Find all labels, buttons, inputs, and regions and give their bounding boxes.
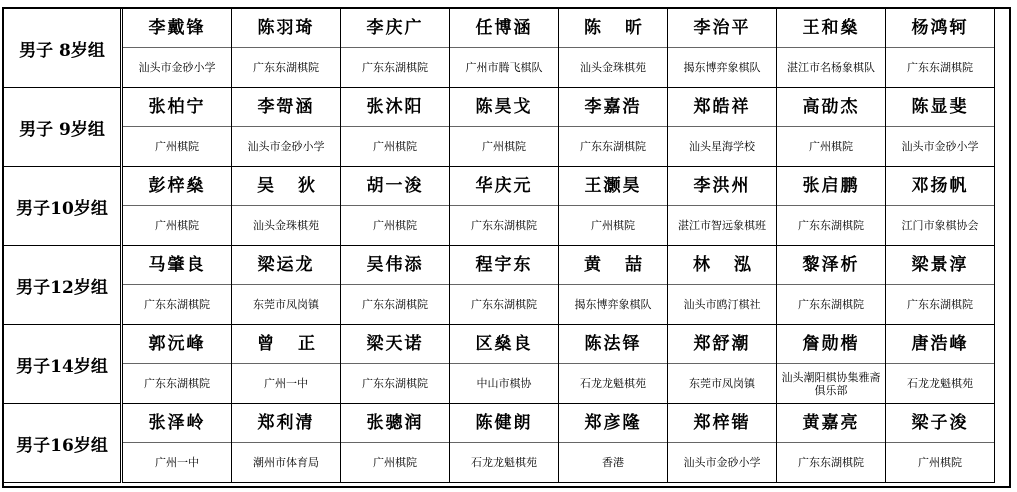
player-cell — [886, 167, 995, 246]
player-club: 汕头潮阳棋协集雅斋俱乐部 — [781, 370, 881, 397]
player-club: 揭东博弈象棋队 — [574, 298, 652, 311]
player-name: 程宇东 — [450, 246, 558, 285]
player-cell — [341, 9, 450, 88]
player-name: 陈健朗 — [450, 404, 558, 443]
player-club: 广东东湖棋院 — [798, 298, 864, 311]
player-cell — [232, 325, 341, 404]
player-club: 广东东湖棋院 — [362, 61, 428, 74]
player-name: 王和燊 — [777, 9, 885, 48]
player-name: 郭沅峰 — [123, 325, 231, 364]
player-cell — [122, 167, 232, 246]
player-club: 湛江市名杨象棋队 — [787, 61, 875, 74]
player-club: 揭东博弈象棋队 — [683, 61, 761, 74]
player-club: 广州棋院 — [155, 219, 199, 232]
player-name: 梁景淳 — [886, 246, 994, 285]
player-club: 江门市象棋协会 — [901, 219, 979, 232]
player-cell — [341, 167, 450, 246]
player-cell — [232, 246, 341, 325]
player-cell — [341, 246, 450, 325]
player-club: 广州市腾飞棋队 — [465, 61, 543, 74]
player-club: 广东东湖棋院 — [907, 298, 973, 311]
player-name: 张沐阳 — [341, 88, 449, 127]
player-cell — [886, 404, 995, 483]
player-name: 任博涵 — [450, 9, 558, 48]
player-club: 广东东湖棋院 — [471, 298, 537, 311]
player-club: 东莞市凤岗镇 — [253, 298, 319, 311]
player-club: 汕头市金砂小学 — [247, 140, 325, 153]
player-club: 广州棋院 — [918, 456, 962, 469]
player-cell — [450, 246, 559, 325]
player-club: 广州棋院 — [155, 140, 199, 153]
player-cell — [341, 404, 450, 483]
player-name: 李洪州 — [668, 167, 776, 206]
player-cell — [668, 404, 777, 483]
player-cell — [341, 325, 450, 404]
player-club: 香港 — [602, 456, 624, 469]
player-club: 汕头市金砂小学 — [901, 140, 979, 153]
player-cell — [886, 246, 995, 325]
player-cell — [777, 404, 886, 483]
player-cell — [450, 167, 559, 246]
player-name: 梁运龙 — [232, 246, 340, 285]
player-club: 东莞市凤岗镇 — [689, 377, 755, 390]
player-club: 湛江市智远象棋班 — [678, 219, 766, 232]
player-cell — [777, 246, 886, 325]
player-cell — [450, 9, 559, 88]
player-club: 广州棋院 — [591, 219, 635, 232]
player-cell — [777, 167, 886, 246]
player-name: 梁子浚 — [886, 404, 994, 443]
player-name: 李庆广 — [341, 9, 449, 48]
player-name: 高劭杰 — [777, 88, 885, 127]
player-club: 汕头市鸥汀棋社 — [683, 298, 761, 311]
player-name: 梁天诺 — [341, 325, 449, 364]
player-name: 黎泽析 — [777, 246, 885, 285]
player-name: 杨鸿轲 — [886, 9, 994, 48]
player-club: 广州棋院 — [373, 456, 417, 469]
player-club: 汕头市金砂小学 — [138, 61, 216, 74]
player-cell — [559, 167, 668, 246]
player-name: 张启鹏 — [777, 167, 885, 206]
age-group-label: 男子 9岁组 — [4, 88, 122, 167]
table-row — [4, 167, 995, 246]
player-club: 中山市棋协 — [476, 377, 532, 390]
player-name: 邓扬帆 — [886, 167, 994, 206]
player-name: 詹勋楷 — [777, 325, 885, 364]
player-club: 广东东湖棋院 — [907, 61, 973, 74]
player-club: 广州棋院 — [373, 140, 417, 153]
player-cell — [886, 325, 995, 404]
player-club: 汕头金珠棋苑 — [253, 219, 319, 232]
age-group-label: 男子10岁组 — [4, 167, 122, 246]
player-cell — [559, 88, 668, 167]
player-cell — [559, 9, 668, 88]
player-name: 郑利清 — [232, 404, 340, 443]
player-cell — [122, 246, 232, 325]
player-club: 广东东湖棋院 — [798, 456, 864, 469]
player-name: 吴伟添 — [341, 246, 449, 285]
player-club: 广州棋院 — [809, 140, 853, 153]
player-cell — [122, 88, 232, 167]
player-name: 张柏宁 — [123, 88, 231, 127]
player-name: 区燊良 — [450, 325, 558, 364]
player-cell — [668, 246, 777, 325]
player-club: 广东东湖棋院 — [144, 298, 210, 311]
player-cell — [777, 88, 886, 167]
player-cell — [668, 9, 777, 88]
player-name: 彭梓燊 — [123, 167, 231, 206]
player-name: 郑舒潮 — [668, 325, 776, 364]
player-club: 广东东湖棋院 — [362, 377, 428, 390]
player-cell — [122, 9, 232, 88]
player-name: 王灏昊 — [559, 167, 667, 206]
player-name: 李哿涵 — [232, 88, 340, 127]
table-row — [4, 9, 995, 88]
player-name: 李戴锋 — [123, 9, 231, 48]
player-cell — [122, 404, 232, 483]
player-cell — [232, 9, 341, 88]
player-name: 吴狄 — [232, 167, 340, 206]
player-name: 陈显斐 — [886, 88, 994, 127]
player-club: 广东东湖棋院 — [580, 140, 646, 153]
player-cell — [559, 404, 668, 483]
player-cell — [559, 325, 668, 404]
player-club: 广州棋院 — [482, 140, 526, 153]
player-name: 张泽岭 — [123, 404, 231, 443]
player-name: 陈昊戈 — [450, 88, 558, 127]
player-club: 广东东湖棋院 — [362, 298, 428, 311]
player-name: 李治平 — [668, 9, 776, 48]
player-cell — [668, 325, 777, 404]
player-cell — [777, 325, 886, 404]
player-name: 郑彦隆 — [559, 404, 667, 443]
table-row — [4, 325, 995, 404]
player-club: 汕头市金砂小学 — [683, 456, 761, 469]
age-group-label: 男子12岁组 — [4, 246, 122, 325]
player-club: 广州棋院 — [373, 219, 417, 232]
age-group-label: 男子 8岁组 — [4, 9, 122, 88]
player-roster-table — [3, 8, 995, 483]
player-cell — [232, 404, 341, 483]
player-club: 石龙龙魁棋苑 — [907, 377, 973, 390]
player-club: 石龙龙魁棋苑 — [471, 456, 537, 469]
player-name: 李嘉浩 — [559, 88, 667, 127]
player-name: 马肇良 — [123, 246, 231, 285]
table-row — [4, 404, 995, 483]
player-cell — [668, 167, 777, 246]
player-club: 汕头星海学校 — [689, 140, 755, 153]
player-name: 陈法铎 — [559, 325, 667, 364]
player-name: 黄嘉亮 — [777, 404, 885, 443]
player-club: 广东东湖棋院 — [144, 377, 210, 390]
player-name: 华庆元 — [450, 167, 558, 206]
player-club: 广州一中 — [155, 456, 199, 469]
table-row — [4, 88, 995, 167]
player-cell — [668, 88, 777, 167]
player-name: 郑皓祥 — [668, 88, 776, 127]
player-cell — [450, 88, 559, 167]
player-club: 广东东湖棋院 — [798, 219, 864, 232]
player-club: 广东东湖棋院 — [253, 61, 319, 74]
player-name: 陈昕 — [559, 9, 667, 48]
player-club: 广州一中 — [264, 377, 308, 390]
table-row — [4, 246, 995, 325]
player-name: 郑梓锴 — [668, 404, 776, 443]
player-cell — [232, 88, 341, 167]
player-cell — [341, 88, 450, 167]
player-cell — [232, 167, 341, 246]
player-club: 广东东湖棋院 — [471, 219, 537, 232]
player-cell — [886, 88, 995, 167]
player-name: 林泓 — [668, 246, 776, 285]
player-name: 黄喆 — [559, 246, 667, 285]
age-group-label: 男子16岁组 — [4, 404, 122, 483]
player-name: 曾正 — [232, 325, 340, 364]
player-cell — [777, 9, 886, 88]
player-club: 汕头金珠棋苑 — [580, 61, 646, 74]
player-cell — [559, 246, 668, 325]
player-name: 胡一浚 — [341, 167, 449, 206]
age-group-label: 男子14岁组 — [4, 325, 122, 404]
player-cell — [450, 325, 559, 404]
player-name: 陈羽琦 — [232, 9, 340, 48]
player-club: 石龙龙魁棋苑 — [580, 377, 646, 390]
player-cell — [450, 404, 559, 483]
player-cell — [122, 325, 232, 404]
player-name: 张骢润 — [341, 404, 449, 443]
player-club: 潮州市体育局 — [253, 456, 319, 469]
player-name: 唐浩峰 — [886, 325, 994, 364]
player-cell — [886, 9, 995, 88]
